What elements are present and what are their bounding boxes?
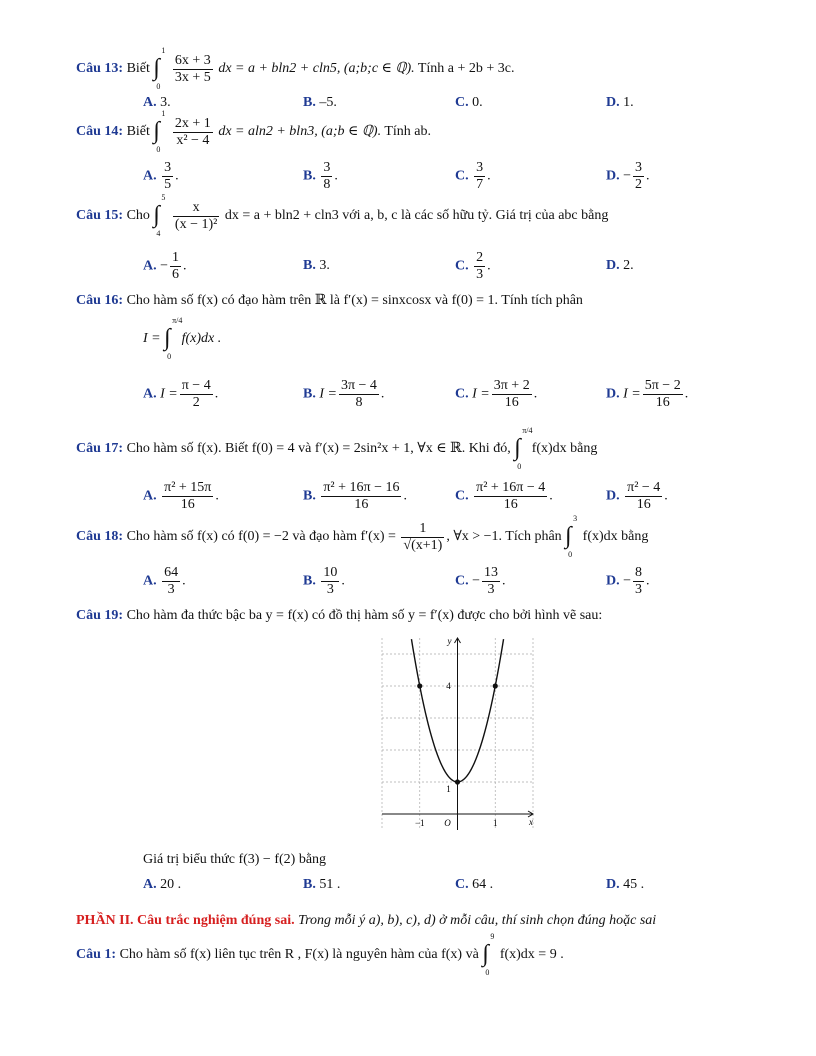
question-label: Câu 19: (76, 608, 124, 623)
question-text: Cho hàm số f(x) liên tục trên R , F(x) là nguyên hàm của f(x) và (119, 947, 479, 963)
option-c[interactable]: C. $\frac{\text{π² + 16π − 4}}{16}$ . (455, 480, 553, 512)
x-tick-label: −1 (414, 818, 425, 828)
option-b[interactable]: B. –5. (303, 95, 337, 110)
equation-rest: dx = a + bln2 + cln3 với a, b, c là các số hữu tỷ. Giá trị của abc bằng (224, 208, 609, 224)
option-b[interactable]: B. $\frac{\text{π² + 16π − 16}}{16}$ . (303, 480, 407, 512)
option-d[interactable]: D. 45 . (606, 877, 645, 892)
section-2-heading (76, 913, 656, 929)
option-d[interactable]: D. I = $\frac{5\pi - 2}{16}$ . (606, 378, 689, 410)
option-b[interactable]: B. $\frac{10}{3}$ . (303, 565, 345, 597)
option-a[interactable]: A. − $\frac{1}{6}$ . (143, 250, 187, 282)
question-19 (76, 608, 602, 624)
option-a[interactable]: A. $\frac{\text{π² + 15π}}{16}$ . (143, 480, 219, 512)
question-lead: Cho (126, 208, 150, 224)
graph-point (455, 779, 460, 784)
integral-sign: ∫ 9 0 (482, 932, 495, 977)
question-ask: Tính ab. (384, 124, 431, 140)
derivative-fraction: $\frac{1}{√(x+1)}$ (403, 520, 443, 553)
option-a[interactable]: A. I = $\frac{\pi - 4}{2}$ . (143, 378, 219, 410)
derivative-graph (375, 630, 540, 845)
option-a[interactable]: A. 3. (143, 95, 171, 110)
question-16 (76, 292, 583, 309)
question-14 (76, 109, 431, 154)
question-16-integral: I = ∫ π/4 0 f(x)dx . (143, 316, 222, 361)
integral-sign: ∫ 3 0 (565, 514, 578, 559)
question-ask: Tính a + 2b + 3c. (417, 61, 515, 77)
question-text: Cho hàm số f(x) có đạo hàm trên ℝ là f′(x) = sinxcosx và f(0) = 1. Tính tích phân (126, 293, 583, 308)
option-a[interactable]: A. $\frac{3}{5}$ . (143, 160, 179, 192)
option-c[interactable]: C. $\frac{3}{7}$ . (455, 160, 491, 192)
graph-point (493, 683, 498, 688)
option-d[interactable]: D. 1. (606, 95, 634, 110)
integrand-fraction: $\frac{x}{\text{(x − 1)²}}$ (174, 199, 218, 232)
option-d[interactable]: D. $\frac{\text{π² − 4}}{16}$ . (606, 480, 668, 512)
option-d[interactable]: D. − $\frac{3}{2}$ . (606, 160, 650, 192)
option-c[interactable]: C. − $\frac{13}{3}$ . (455, 565, 506, 597)
option-c[interactable]: C. 0. (455, 95, 483, 110)
option-b[interactable]: B. I = $\frac{3\pi - 4}{8}$ . (303, 378, 385, 410)
option-b[interactable]: B. $\frac{3}{8}$ . (303, 160, 338, 192)
question-label: Câu 15: (76, 208, 124, 224)
question-18: Câu 18: Cho hàm số f(x) có f(0) = −2 và đạo hàm f′(x) = $\frac{1}{√(x+1)}$ , ∀x > −1. Tích phân ∫ 3 0 f(x)dx bằng (76, 514, 649, 559)
section-instruction: Trong mỗi ý a), b), c), d) ở mỗi câu, thí sinh chọn đúng hoặc sai (298, 913, 657, 928)
option-c[interactable]: C. I = $\frac{3\pi + 2}{16}$ . (455, 378, 538, 410)
option-c[interactable]: C. 64 . (455, 877, 494, 892)
option-b[interactable]: B. 51 . (303, 877, 341, 892)
option-b[interactable]: B. 3. (303, 258, 330, 273)
integrand-fraction: $\frac{6x + 3}{3x + 5}$ (174, 52, 211, 85)
x-axis-label: x (529, 817, 533, 827)
option-d[interactable]: D. 2. (606, 258, 634, 273)
question-13 (76, 46, 515, 91)
option-d[interactable]: D. − $\frac{8}{3}$ . (606, 565, 650, 597)
question-lead: Biết (126, 124, 150, 140)
question-label: Câu 18: (76, 529, 124, 545)
integral-sign: ∫ 1 0 (153, 46, 166, 91)
x-tick-label: 1 (493, 818, 498, 828)
option-c[interactable]: C. $\frac{2}{3}$ . (455, 250, 491, 282)
section-title: PHẦN II. Câu trắc nghiệm đúng sai. (76, 913, 295, 928)
question-text: Cho hàm đa thức bậc ba y = f(x) có đồ thị hàm số y = f′(x) được cho bởi hình vẽ sau: (126, 608, 603, 623)
question-tail: f(x)dx = 9 . (499, 947, 564, 963)
question-text: Cho hàm số f(x). Biết f(0) = 4 và f′(x) = 2sin²x + 1, ∀x ∈ ℝ. Khi đó, (126, 441, 511, 457)
option-a[interactable]: A. $\frac{64}{3}$ . (143, 565, 186, 597)
integrand-fraction: $\frac{2x + 1}{\text{x² − 4}}$ (174, 115, 211, 148)
question-17 (76, 426, 598, 471)
y-tick-label: 4 (446, 681, 451, 691)
graph-point (417, 683, 422, 688)
origin-label: O (444, 818, 451, 828)
equation-rest: dx = aln2 + bln3, (a;b ∈ ℚ). (218, 124, 382, 140)
question-tail: f(x)dx bằng (582, 529, 649, 545)
question-lead: Biết (126, 61, 150, 77)
question-19-after: Giá trị biểu thức f(3) − f(2) bằng (143, 852, 327, 867)
y-tick-label: 1 (446, 784, 451, 794)
integral-sign: ∫ π/4 0 (164, 316, 183, 361)
integral-sign: ∫ π/4 0 (514, 426, 533, 471)
equation-rest: dx = a + bln2 + cln5, (a;b;c ∈ ℚ). (218, 61, 415, 77)
question-tail: f(x)dx bằng (531, 441, 598, 457)
question-label: Câu 16: (76, 293, 124, 308)
question-label: Câu 13: (76, 61, 124, 77)
question-label: Câu 14: (76, 124, 124, 140)
integral-sign: ∫ 5 4 (153, 193, 166, 238)
question-label: Câu 1: (76, 947, 117, 963)
y-axis-label: y (447, 636, 452, 646)
question-15 (76, 193, 609, 238)
integral-sign: ∫ 1 0 (153, 109, 166, 154)
question-1 (76, 932, 564, 977)
question-label: Câu 17: (76, 441, 124, 457)
question-text: Cho hàm số f(x) có f(0) = −2 và đạo hàm f′(x) = (126, 529, 396, 545)
option-a[interactable]: A. 20 . (143, 877, 182, 892)
graph-axes (382, 638, 533, 830)
